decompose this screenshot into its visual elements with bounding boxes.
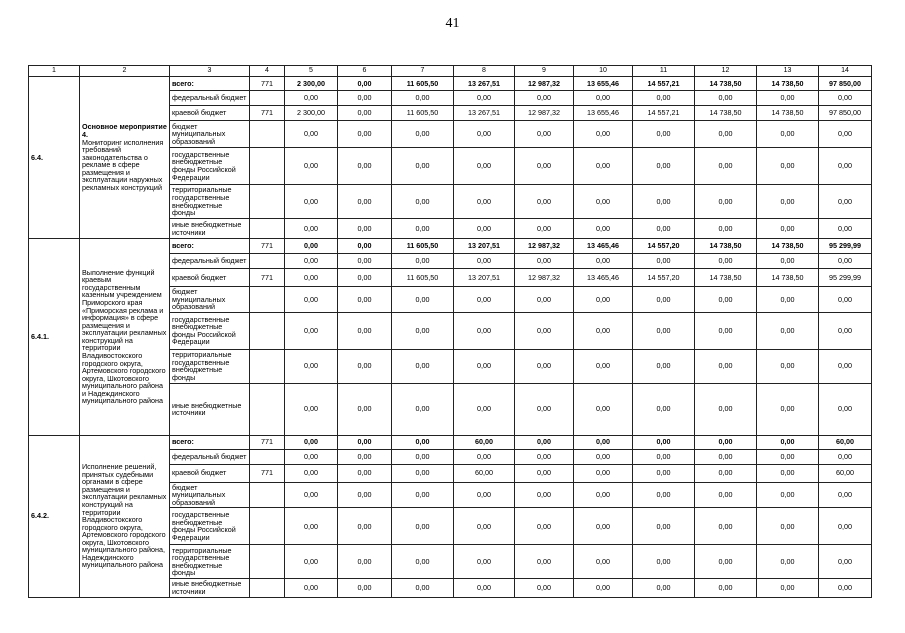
value-cell: 14 738,50: [695, 239, 757, 254]
value-cell: 0,00: [338, 148, 392, 185]
funding-source: всего:: [170, 239, 250, 254]
header-cell: 6: [338, 66, 392, 77]
value-cell: 0,00: [757, 185, 819, 219]
budget-code: [250, 508, 285, 545]
value-cell: 0,00: [515, 91, 574, 106]
value-cell: 0,00: [515, 148, 574, 185]
value-cell: 0,00: [819, 312, 872, 349]
value-cell: 0,00: [392, 508, 454, 545]
funding-source: краевой бюджет: [170, 464, 250, 482]
section-name: [80, 239, 170, 436]
value-cell: 0,00: [454, 449, 515, 464]
value-cell: 0,00: [454, 579, 515, 597]
value-cell: 0,00: [392, 464, 454, 482]
value-cell: 0,00: [515, 287, 574, 313]
value-cell: 0,00: [819, 121, 872, 148]
value-cell: 0,00: [515, 464, 574, 482]
value-cell: 0,00: [757, 464, 819, 482]
value-cell: 14 738,50: [695, 77, 757, 91]
value-cell: 0,00: [633, 349, 695, 383]
value-cell: 0,00: [574, 148, 633, 185]
funding-source: федеральный бюджет: [170, 449, 250, 464]
table-row: [29, 435, 872, 449]
value-cell: 0,00: [574, 349, 633, 383]
value-cell: 2 300,00: [285, 106, 338, 121]
value-cell: 13 465,46: [574, 239, 633, 254]
value-cell: 0,00: [695, 312, 757, 349]
value-cell: 60,00: [819, 464, 872, 482]
value-cell: 0,00: [633, 312, 695, 349]
value-cell: 0,00: [757, 121, 819, 148]
value-cell: 0,00: [633, 464, 695, 482]
value-cell: 12 987,32: [515, 106, 574, 121]
funding-source: государственные внебюджетные фонды Российской Федерации: [170, 148, 250, 185]
value-cell: 95 299,99: [819, 239, 872, 254]
value-cell: 0,00: [757, 219, 819, 239]
value-cell: 0,00: [515, 383, 574, 435]
value-cell: 0,00: [515, 579, 574, 597]
value-cell: 0,00: [285, 239, 338, 254]
value-cell: 0,00: [574, 219, 633, 239]
funding-source: государственные внебюджетные фонды Российской Федерации: [170, 312, 250, 349]
value-cell: 0,00: [819, 349, 872, 383]
header-row: [29, 66, 872, 77]
value-cell: 13 207,51: [454, 269, 515, 287]
budget-code: [250, 383, 285, 435]
value-cell: 0,00: [515, 545, 574, 579]
header-cell: 2: [80, 66, 170, 77]
funding-source: территориальные государственные внебюджетные фонды: [170, 349, 250, 383]
value-cell: 60,00: [454, 435, 515, 449]
section-name-text: Выполнение функций краевым государственным казенным учреждением Приморского края «Приморская реклама и информация» в сфере размещения и эксплуатации рекламных конструкций на территории Владивостокского городского округа, Артемовского городского округа, Шкотовского муниципального района и Надеждинского муниципального района: [82, 267, 167, 406]
value-cell: 14 557,21: [633, 106, 695, 121]
funding-source: бюджет муниципальных образований: [170, 287, 250, 313]
value-cell: 0,00: [574, 545, 633, 579]
value-cell: 0,00: [757, 579, 819, 597]
value-cell: 0,00: [392, 482, 454, 508]
value-cell: 0,00: [757, 383, 819, 435]
value-cell: 0,00: [338, 435, 392, 449]
budget-code: [250, 349, 285, 383]
value-cell: 0,00: [633, 383, 695, 435]
header-cell: 9: [515, 66, 574, 77]
value-cell: 0,00: [695, 349, 757, 383]
value-cell: 0,00: [819, 219, 872, 239]
value-cell: 0,00: [574, 91, 633, 106]
budget-code: 771: [250, 106, 285, 121]
budget-code: [250, 287, 285, 313]
value-cell: 0,00: [454, 508, 515, 545]
value-cell: 0,00: [574, 464, 633, 482]
value-cell: 0,00: [695, 219, 757, 239]
value-cell: 0,00: [757, 482, 819, 508]
funding-source: федеральный бюджет: [170, 254, 250, 269]
value-cell: 0,00: [392, 349, 454, 383]
value-cell: 0,00: [454, 545, 515, 579]
table-row: [29, 77, 872, 91]
value-cell: 0,00: [695, 545, 757, 579]
budget-code: [250, 185, 285, 219]
value-cell: 60,00: [819, 435, 872, 449]
value-cell: 97 850,00: [819, 106, 872, 121]
value-cell: 0,00: [633, 148, 695, 185]
value-cell: 0,00: [633, 287, 695, 313]
value-cell: 11 605,50: [392, 269, 454, 287]
value-cell: 0,00: [515, 449, 574, 464]
value-cell: 14 738,50: [757, 269, 819, 287]
value-cell: 0,00: [338, 482, 392, 508]
value-cell: 0,00: [338, 579, 392, 597]
section-name-text: Исполнение решений, принятых судебными органами в сфере размещения и эксплуатации рекламных конструкций на территории Владивостокского городского округа, Артемовского городского округа, Шкотовского муниципального района, Надеждинского муниципального района: [82, 462, 167, 570]
budget-code: 771: [250, 435, 285, 449]
funding-source: иные внебюджетные источники: [170, 579, 250, 597]
budget-code: [250, 148, 285, 185]
value-cell: 0,00: [285, 579, 338, 597]
value-cell: 0,00: [285, 349, 338, 383]
value-cell: 0,00: [695, 148, 757, 185]
funding-source: бюджет муниципальных образований: [170, 482, 250, 508]
value-cell: 0,00: [819, 579, 872, 597]
value-cell: 0,00: [285, 254, 338, 269]
value-cell: 0,00: [819, 545, 872, 579]
value-cell: 0,00: [454, 91, 515, 106]
value-cell: 0,00: [454, 383, 515, 435]
value-cell: 0,00: [515, 482, 574, 508]
value-cell: 0,00: [338, 349, 392, 383]
value-cell: 0,00: [633, 545, 695, 579]
value-cell: 0,00: [574, 185, 633, 219]
value-cell: 14 738,50: [757, 106, 819, 121]
funding-source: территориальные государственные внебюджетные фонды: [170, 185, 250, 219]
value-cell: 0,00: [574, 383, 633, 435]
value-cell: 0,00: [574, 435, 633, 449]
header-cell: 14: [819, 66, 872, 77]
value-cell: 13 267,51: [454, 77, 515, 91]
budget-code: 771: [250, 464, 285, 482]
value-cell: 0,00: [757, 148, 819, 185]
value-cell: 0,00: [285, 464, 338, 482]
value-cell: 11 605,50: [392, 77, 454, 91]
value-cell: 12 987,32: [515, 269, 574, 287]
funding-source: всего:: [170, 77, 250, 91]
value-cell: 0,00: [695, 383, 757, 435]
value-cell: 0,00: [454, 312, 515, 349]
value-cell: 0,00: [695, 449, 757, 464]
value-cell: 0,00: [819, 508, 872, 545]
value-cell: 0,00: [574, 482, 633, 508]
value-cell: 0,00: [819, 91, 872, 106]
value-cell: 0,00: [757, 287, 819, 313]
section-name: [80, 435, 170, 597]
value-cell: 0,00: [633, 435, 695, 449]
value-cell: 0,00: [392, 254, 454, 269]
value-cell: 0,00: [515, 219, 574, 239]
value-cell: 0,00: [515, 312, 574, 349]
value-cell: 0,00: [819, 148, 872, 185]
value-cell: 0,00: [757, 508, 819, 545]
value-cell: 0,00: [338, 464, 392, 482]
value-cell: 0,00: [454, 219, 515, 239]
value-cell: 0,00: [285, 287, 338, 313]
value-cell: 0,00: [392, 185, 454, 219]
value-cell: 60,00: [454, 464, 515, 482]
value-cell: 0,00: [574, 254, 633, 269]
value-cell: 0,00: [574, 312, 633, 349]
value-cell: 0,00: [819, 383, 872, 435]
section-name-text: Мониторинг исполнения требований законодательства о рекламе в сфере размещения и эксплуатации наружных рекламных конструкций: [82, 137, 164, 192]
value-cell: 0,00: [338, 254, 392, 269]
value-cell: 0,00: [285, 148, 338, 185]
value-cell: 0,00: [338, 383, 392, 435]
value-cell: 0,00: [695, 254, 757, 269]
value-cell: 0,00: [392, 312, 454, 349]
budget-code: [250, 254, 285, 269]
value-cell: 13 465,46: [574, 269, 633, 287]
funding-source: иные внебюджетные источники: [170, 219, 250, 239]
value-cell: 0,00: [392, 545, 454, 579]
value-cell: 0,00: [515, 121, 574, 148]
value-cell: 0,00: [633, 579, 695, 597]
value-cell: 14 557,21: [633, 77, 695, 91]
value-cell: 0,00: [285, 91, 338, 106]
value-cell: 0,00: [392, 579, 454, 597]
value-cell: 0,00: [285, 435, 338, 449]
budget-code: 771: [250, 269, 285, 287]
budget-code: 771: [250, 239, 285, 254]
value-cell: 0,00: [574, 287, 633, 313]
value-cell: 0,00: [392, 91, 454, 106]
value-cell: 0,00: [757, 435, 819, 449]
value-cell: 0,00: [454, 121, 515, 148]
value-cell: 0,00: [338, 449, 392, 464]
value-cell: 0,00: [454, 349, 515, 383]
value-cell: 14 557,20: [633, 269, 695, 287]
value-cell: 0,00: [695, 508, 757, 545]
value-cell: 0,00: [392, 148, 454, 185]
budget-code: [250, 579, 285, 597]
header-cell: 7: [392, 66, 454, 77]
value-cell: 0,00: [515, 349, 574, 383]
table-row: [29, 239, 872, 254]
value-cell: 0,00: [757, 254, 819, 269]
value-cell: 0,00: [285, 219, 338, 239]
value-cell: 0,00: [515, 254, 574, 269]
funding-source: всего:: [170, 435, 250, 449]
section-code: 6.4.1.: [29, 239, 80, 436]
budget-code: [250, 219, 285, 239]
value-cell: 12 987,32: [515, 77, 574, 91]
value-cell: 0,00: [695, 121, 757, 148]
value-cell: 0,00: [633, 185, 695, 219]
funding-source: государственные внебюджетные фонды Российской Федерации: [170, 508, 250, 545]
value-cell: 11 605,50: [392, 106, 454, 121]
value-cell: 0,00: [515, 185, 574, 219]
header-cell: 5: [285, 66, 338, 77]
value-cell: 0,00: [819, 185, 872, 219]
value-cell: 0,00: [454, 287, 515, 313]
value-cell: 0,00: [633, 91, 695, 106]
value-cell: 0,00: [338, 77, 392, 91]
value-cell: 0,00: [695, 287, 757, 313]
funding-source: федеральный бюджет: [170, 91, 250, 106]
value-cell: 0,00: [633, 482, 695, 508]
value-cell: 0,00: [454, 148, 515, 185]
value-cell: 0,00: [695, 435, 757, 449]
value-cell: 0,00: [633, 508, 695, 545]
value-cell: 13 655,46: [574, 106, 633, 121]
header-cell: 4: [250, 66, 285, 77]
funding-source: краевой бюджет: [170, 269, 250, 287]
value-cell: 97 850,00: [819, 77, 872, 91]
value-cell: 0,00: [338, 508, 392, 545]
header-cell: 3: [170, 66, 250, 77]
value-cell: 0,00: [819, 449, 872, 464]
value-cell: 0,00: [574, 579, 633, 597]
value-cell: 0,00: [338, 106, 392, 121]
value-cell: 0,00: [757, 91, 819, 106]
budget-code: [250, 545, 285, 579]
value-cell: 0,00: [392, 435, 454, 449]
value-cell: 13 655,46: [574, 77, 633, 91]
value-cell: 0,00: [285, 312, 338, 349]
value-cell: 0,00: [285, 482, 338, 508]
header-cell: 1: [29, 66, 80, 77]
header-cell: 12: [695, 66, 757, 77]
value-cell: 0,00: [819, 287, 872, 313]
value-cell: 0,00: [695, 579, 757, 597]
value-cell: 0,00: [454, 254, 515, 269]
budget-code: [250, 121, 285, 148]
value-cell: 0,00: [338, 239, 392, 254]
budget-table: [28, 65, 872, 598]
value-cell: 0,00: [695, 185, 757, 219]
funding-source: территориальные государственные внебюджетные фонды: [170, 545, 250, 579]
value-cell: 0,00: [392, 121, 454, 148]
value-cell: 0,00: [338, 91, 392, 106]
section-code: 6.4.2.: [29, 435, 80, 597]
value-cell: 95 299,99: [819, 269, 872, 287]
section-code: 6.4.: [29, 77, 80, 239]
header-cell: 11: [633, 66, 695, 77]
value-cell: 0,00: [819, 254, 872, 269]
value-cell: 0,00: [392, 287, 454, 313]
value-cell: 0,00: [633, 219, 695, 239]
value-cell: 0,00: [633, 449, 695, 464]
budget-code: 771: [250, 77, 285, 91]
value-cell: 0,00: [454, 185, 515, 219]
funding-source: иные внебюджетные источники: [170, 383, 250, 435]
value-cell: 0,00: [338, 121, 392, 148]
value-cell: 0,00: [633, 121, 695, 148]
value-cell: 14 738,50: [695, 269, 757, 287]
funding-source: краевой бюджет: [170, 106, 250, 121]
value-cell: 0,00: [757, 449, 819, 464]
value-cell: 0,00: [515, 435, 574, 449]
value-cell: 0,00: [574, 121, 633, 148]
value-cell: 0,00: [338, 545, 392, 579]
value-cell: 0,00: [338, 185, 392, 219]
value-cell: 0,00: [285, 269, 338, 287]
value-cell: 0,00: [285, 121, 338, 148]
value-cell: 14 738,50: [757, 77, 819, 91]
value-cell: 0,00: [285, 449, 338, 464]
value-cell: 0,00: [285, 383, 338, 435]
value-cell: 0,00: [695, 91, 757, 106]
value-cell: 0,00: [574, 508, 633, 545]
value-cell: 13 207,51: [454, 239, 515, 254]
value-cell: 0,00: [695, 482, 757, 508]
value-cell: 0,00: [757, 349, 819, 383]
value-cell: 0,00: [757, 545, 819, 579]
value-cell: 0,00: [338, 312, 392, 349]
budget-code: [250, 449, 285, 464]
value-cell: 0,00: [757, 312, 819, 349]
budget-code: [250, 482, 285, 508]
header-cell: 8: [454, 66, 515, 77]
table-body: [29, 66, 872, 598]
value-cell: 0,00: [285, 185, 338, 219]
header-cell: 10: [574, 66, 633, 77]
value-cell: 12 987,32: [515, 239, 574, 254]
value-cell: 0,00: [515, 508, 574, 545]
value-cell: 0,00: [392, 383, 454, 435]
value-cell: 0,00: [695, 464, 757, 482]
page-number: 41: [445, 16, 460, 31]
value-cell: 2 300,00: [285, 77, 338, 91]
section-name-bold: Основное мероприятие 4.: [82, 122, 167, 140]
section-name: [80, 77, 170, 239]
budget-code: [250, 312, 285, 349]
value-cell: 0,00: [633, 254, 695, 269]
budget-code: [250, 91, 285, 106]
value-cell: 14 738,50: [695, 106, 757, 121]
value-cell: 0,00: [574, 449, 633, 464]
value-cell: 14 557,20: [633, 239, 695, 254]
value-cell: 14 738,50: [757, 239, 819, 254]
value-cell: 0,00: [392, 219, 454, 239]
value-cell: 13 267,51: [454, 106, 515, 121]
value-cell: 0,00: [285, 508, 338, 545]
value-cell: 0,00: [392, 449, 454, 464]
value-cell: 0,00: [285, 545, 338, 579]
header-cell: 13: [757, 66, 819, 77]
funding-source: бюджет муниципальных образований: [170, 121, 250, 148]
value-cell: 0,00: [338, 219, 392, 239]
value-cell: 11 605,50: [392, 239, 454, 254]
value-cell: 0,00: [454, 482, 515, 508]
value-cell: 0,00: [338, 287, 392, 313]
value-cell: 0,00: [338, 269, 392, 287]
value-cell: 0,00: [819, 482, 872, 508]
